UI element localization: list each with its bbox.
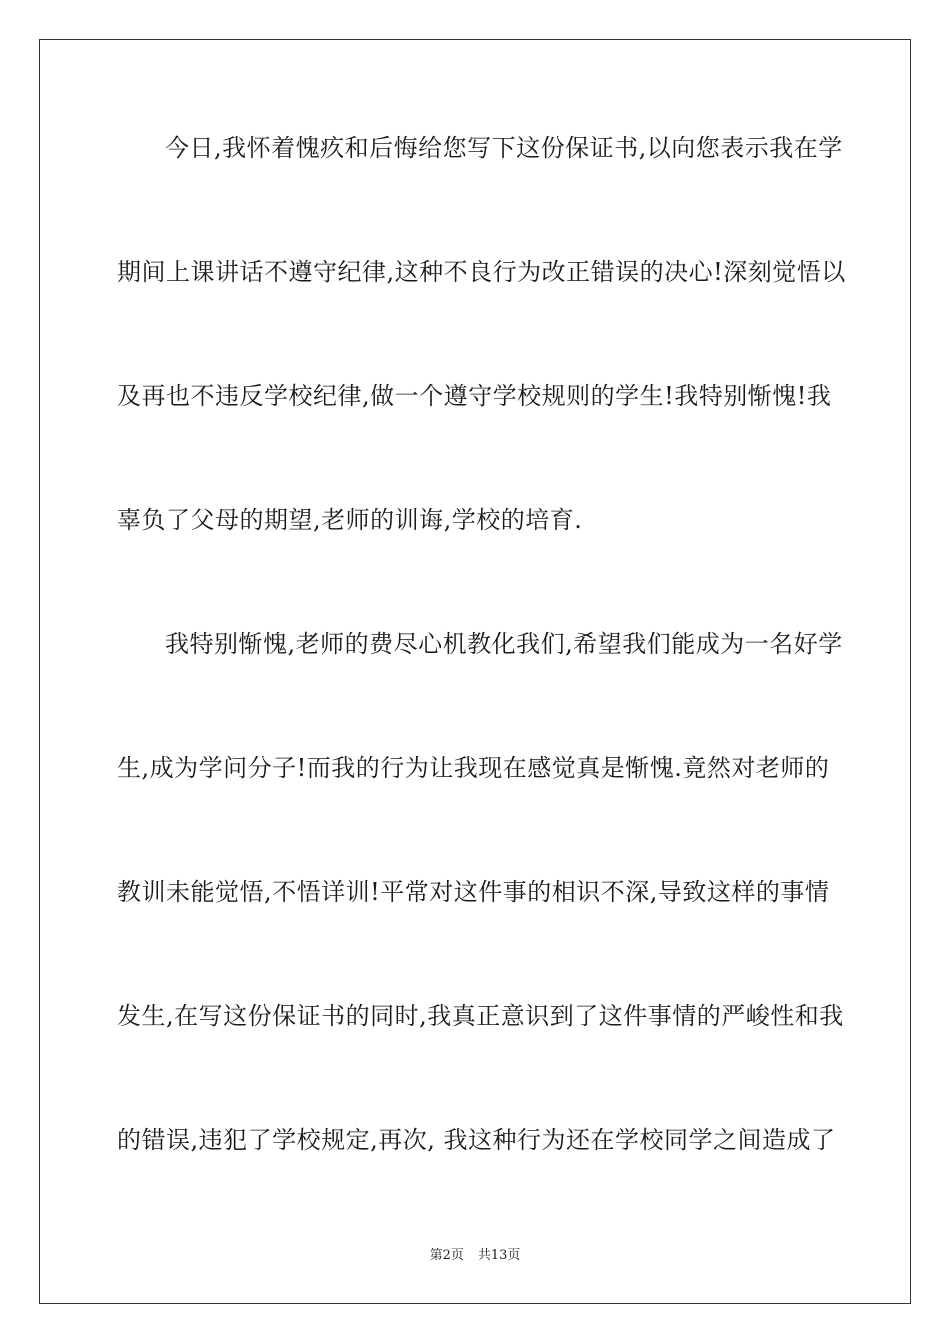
- page-frame: [39, 39, 911, 1304]
- paragraph-2-line-4: 发生,在写这份保证书的同时,我真正意识到了这件事情的严峻性和我: [117, 1002, 844, 1030]
- paragraph-2-line-3: 教训未能觉悟,不悟详训!平常对这件事的相识不深,导致这样的事情: [117, 878, 830, 906]
- page-footer: [0, 1247, 950, 1265]
- paragraph-1-line-1: 今日,我怀着愧疚和后悔给您写下这份保证书,以向您表示我在学: [165, 134, 843, 162]
- paragraph-2-line-1: 我特别惭愧,老师的费尽心机教化我们,希望我们能成为一名好学: [165, 630, 843, 658]
- page-number: 第2页: [429, 1248, 464, 1263]
- paragraph-2-line-2: 生,成为学问分子!而我的行为让我现在感觉真是惭愧.竟然对老师的: [117, 754, 830, 782]
- paragraph-1-line-4: 辜负了父母的期望,老师的训诲,学校的培育.: [117, 506, 583, 534]
- page-total: 共13页: [477, 1248, 521, 1263]
- paragraph-2-line-5: 的错误,违犯了学校规定,再次, 我这种行为还在学校同学之间造成了: [117, 1126, 836, 1154]
- paragraph-1-line-2: 期间上课讲话不遵守纪律,这种不良行为改正错误的决心!深刻觉悟以: [117, 258, 846, 286]
- paragraph-1-line-3: 及再也不违反学校纪律,做一个遵守学校规则的学生!我特别惭愧!我: [117, 382, 832, 410]
